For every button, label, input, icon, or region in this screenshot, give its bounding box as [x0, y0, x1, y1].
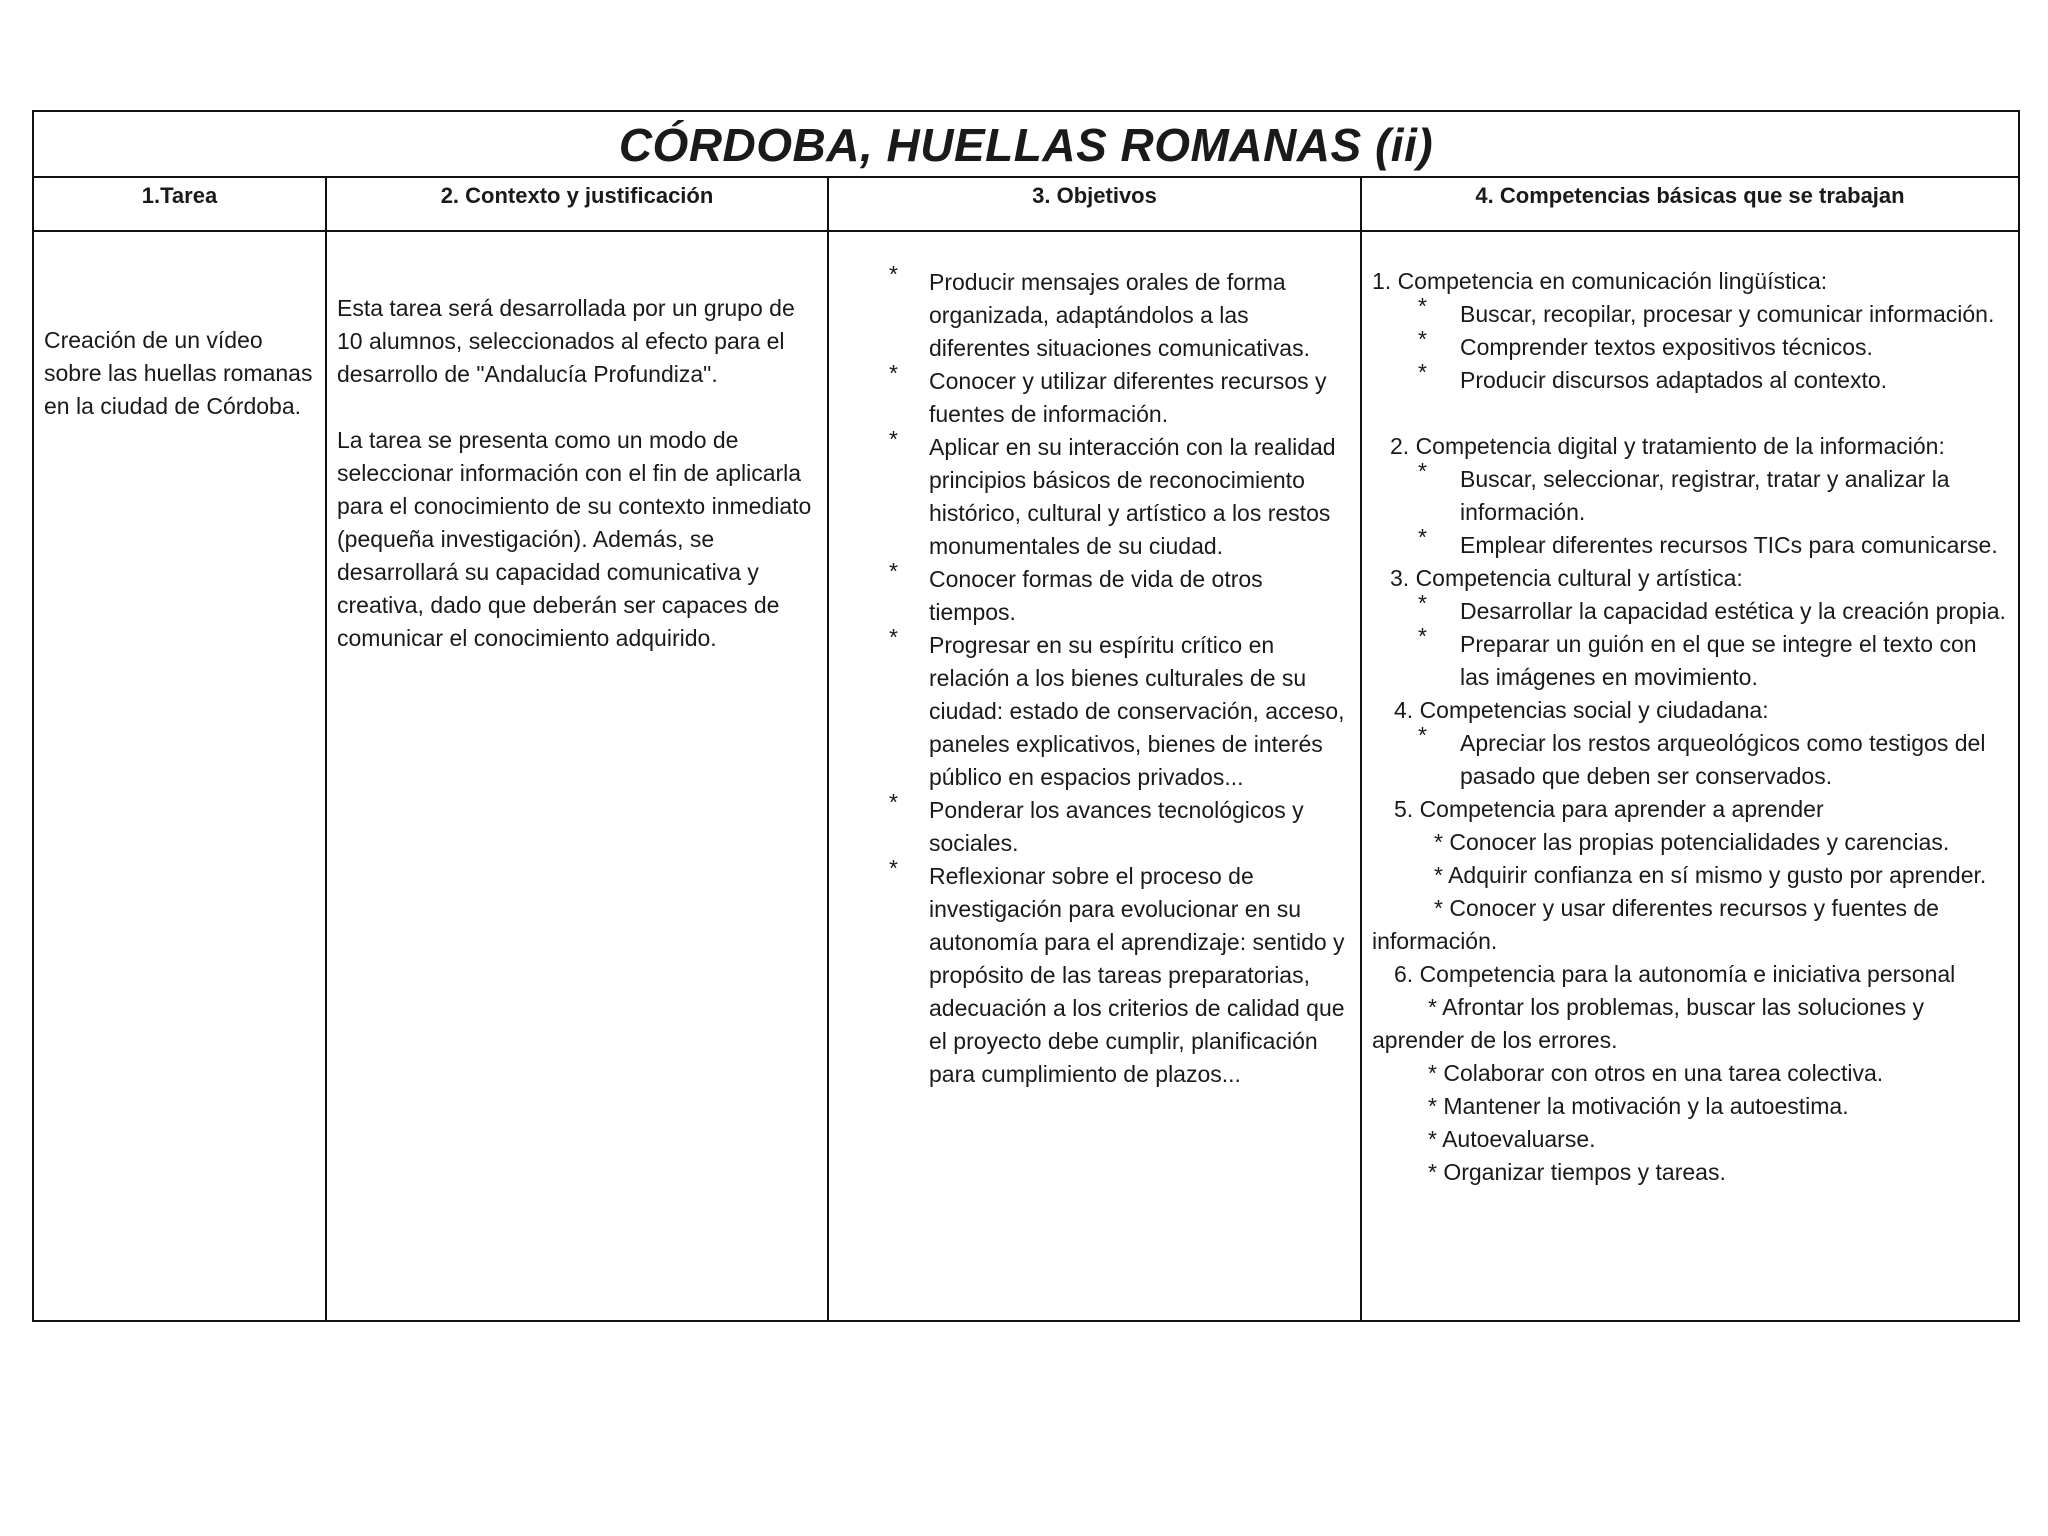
list-item: [1372, 590, 2008, 628]
competencia-list: [1372, 293, 2008, 397]
asterisk-bullet: *: [889, 426, 898, 452]
list-item: * Autoevaluarse.: [1428, 1126, 1596, 1152]
objetivo-text: Conocer y utilizar diferentes recursos y fuentes de información.: [929, 368, 1327, 427]
asterisk-bullet: *: [1418, 722, 1427, 748]
competencia-title: 6. Competencia para la autonomía e iniciativa personal: [1394, 961, 1956, 987]
competencia-group-5: [1372, 793, 2008, 958]
header-objetivos: 3. Objetivos: [829, 178, 1362, 230]
competencia-group-3: [1372, 562, 2008, 694]
competencia-group-2: [1372, 430, 2008, 562]
asterisk-bullet: *: [889, 261, 898, 287]
asterisk-bullet: *: [889, 789, 898, 815]
competencias-cell: [1362, 232, 2018, 1320]
list-item: * Afrontar los problemas, buscar las soluciones y aprender de los errores.: [1372, 994, 1925, 1053]
competencia-item: Buscar, seleccionar, registrar, tratar y analizar la información.: [1460, 466, 1950, 525]
list-item: [1372, 359, 2008, 397]
list-item: [839, 426, 1350, 563]
objetivo-text: Progresar en su espíritu crítico en relación a los bienes culturales de su ciudad: estado de conservación, acceso, paneles explicativos, bienes de interés público en espacios privados...: [929, 632, 1345, 790]
competencia-item: Producir discursos adaptados al contexto.: [1460, 367, 1888, 393]
list-item: [1372, 524, 2008, 562]
asterisk-bullet: *: [889, 360, 898, 386]
body-row: [34, 232, 2018, 1320]
list-item: [1372, 326, 2008, 364]
tarea-cell: [34, 232, 327, 1320]
header-row: [34, 178, 2018, 232]
competencia-item: Desarrollar la capacidad estética y la creación propia.: [1460, 598, 2006, 624]
contexto-cell: [327, 232, 829, 1320]
competencia-group-1: [1372, 265, 2008, 397]
list-item: [1372, 458, 2008, 529]
list-item: [839, 789, 1350, 860]
list-item: [839, 855, 1350, 1091]
asterisk-bullet: *: [1418, 359, 1427, 385]
competencia-group-4: [1372, 694, 2008, 793]
competencia-list: [1372, 826, 2008, 958]
objetivo-text: Reflexionar sobre el proceso de investigación para evolucionar en su autonomía para el aprendizaje: sentido y propósito de las tareas preparatorias, adecuación a los criterios de calidad que el proyecto debe cumplir, planificación para cumplimiento de plazos...: [929, 863, 1345, 1087]
list-item: [1372, 293, 2008, 331]
competencia-item: Comprender textos expositivos técnicos.: [1460, 334, 1873, 360]
asterisk-bullet: *: [889, 558, 898, 584]
competencia-title: 1. Competencia en comunicación lingüística:: [1372, 268, 1828, 294]
list-item: * Adquirir confianza en sí mismo y gusto por aprender.: [1434, 862, 1987, 888]
list-item: * Conocer las propias potencialidades y carencias.: [1434, 829, 1950, 855]
competencia-title: 4. Competencias social y ciudadana:: [1394, 697, 1769, 723]
header-contexto: 2. Contexto y justificación: [327, 178, 829, 230]
competencia-list: [1372, 458, 2008, 562]
competencia-list: [1372, 991, 2008, 1189]
objetivo-text: Producir mensajes orales de forma organizada, adaptándolos a las diferentes situaciones comunicativas.: [929, 269, 1310, 361]
contexto-paragraph: La tarea se presenta como un modo de seleccionar información con el fin de aplicarla para el conocimiento de su contexto inmediato (pequeña investigación). Además, se desarrollará su capacidad comunicativa y creativa, dado que deberán ser capaces de comunicar el conocimiento adquirido.: [337, 427, 812, 651]
spacer: [1372, 397, 2008, 430]
competencia-item: Preparar un guión en el que se integre el texto con las imágenes en movimiento.: [1460, 631, 1977, 690]
objetivo-text: Ponderar los avances tecnológicos y sociales.: [929, 797, 1304, 856]
page-title: CÓRDOBA, HUELLAS ROMANAS (ii): [618, 119, 1434, 171]
asterisk-bullet: *: [1418, 590, 1427, 616]
asterisk-bullet: *: [1418, 326, 1427, 352]
contexto-paragraph: Esta tarea será desarrollada por un grupo de 10 alumnos, seleccionados al efecto para el desarrollo de "Andalucía Profundiza".: [337, 295, 795, 387]
objetivos-cell: [829, 232, 1362, 1320]
list-item: [839, 624, 1350, 794]
asterisk-bullet: *: [1418, 524, 1427, 550]
list-item: * Conocer y usar diferentes recursos y fuentes de información.: [1372, 895, 1939, 954]
list-item: [1372, 722, 2008, 793]
list-item: [1372, 623, 2008, 694]
tarea-text: Creación de un vídeo sobre las huellas romanas en la ciudad de Córdoba.: [44, 327, 313, 419]
header-tarea: 1.Tarea: [34, 178, 327, 230]
list-item: [839, 558, 1350, 629]
objetivo-text: Aplicar en su interacción con la realidad principios básicos de reconocimiento histórico, cultural y artístico a los restos monumentales de su ciudad.: [929, 434, 1336, 559]
asterisk-bullet: *: [1418, 458, 1427, 484]
competencia-list: [1372, 722, 2008, 793]
competencia-item: Apreciar los restos arqueológicos como testigos del pasado que deben ser conservados.: [1460, 730, 1986, 789]
competencia-title: 2. Competencia digital y tratamiento de la información:: [1390, 433, 1945, 459]
title-row: [34, 112, 2018, 178]
list-item: * Organizar tiempos y tareas.: [1428, 1159, 1726, 1185]
competencia-title: 5. Competencia para aprender a aprender: [1394, 796, 1824, 822]
competencia-list: [1372, 590, 2008, 694]
asterisk-bullet: *: [889, 624, 898, 650]
header-competencias: 4. Competencias básicas que se trabajan: [1475, 183, 1905, 208]
competencia-group-6: [1372, 958, 2008, 1189]
competencia-item: Buscar, recopilar, procesar y comunicar información.: [1460, 301, 1995, 327]
asterisk-bullet: *: [889, 855, 898, 881]
objetivo-text: Conocer formas de vida de otros tiempos.: [929, 566, 1263, 625]
list-item: * Colaborar con otros en una tarea colectiva.: [1428, 1060, 1884, 1086]
list-item: * Mantener la motivación y la autoestima.: [1428, 1093, 1849, 1119]
competencia-title: 3. Competencia cultural y artística:: [1390, 565, 1743, 591]
competencia-item: Emplear diferentes recursos TICs para comunicarse.: [1460, 532, 1998, 558]
list-item: [839, 261, 1350, 365]
asterisk-bullet: *: [1418, 623, 1427, 649]
objetivos-list: [839, 261, 1350, 1091]
document-table: [32, 110, 2020, 1322]
asterisk-bullet: *: [1418, 293, 1427, 319]
list-item: [839, 360, 1350, 431]
